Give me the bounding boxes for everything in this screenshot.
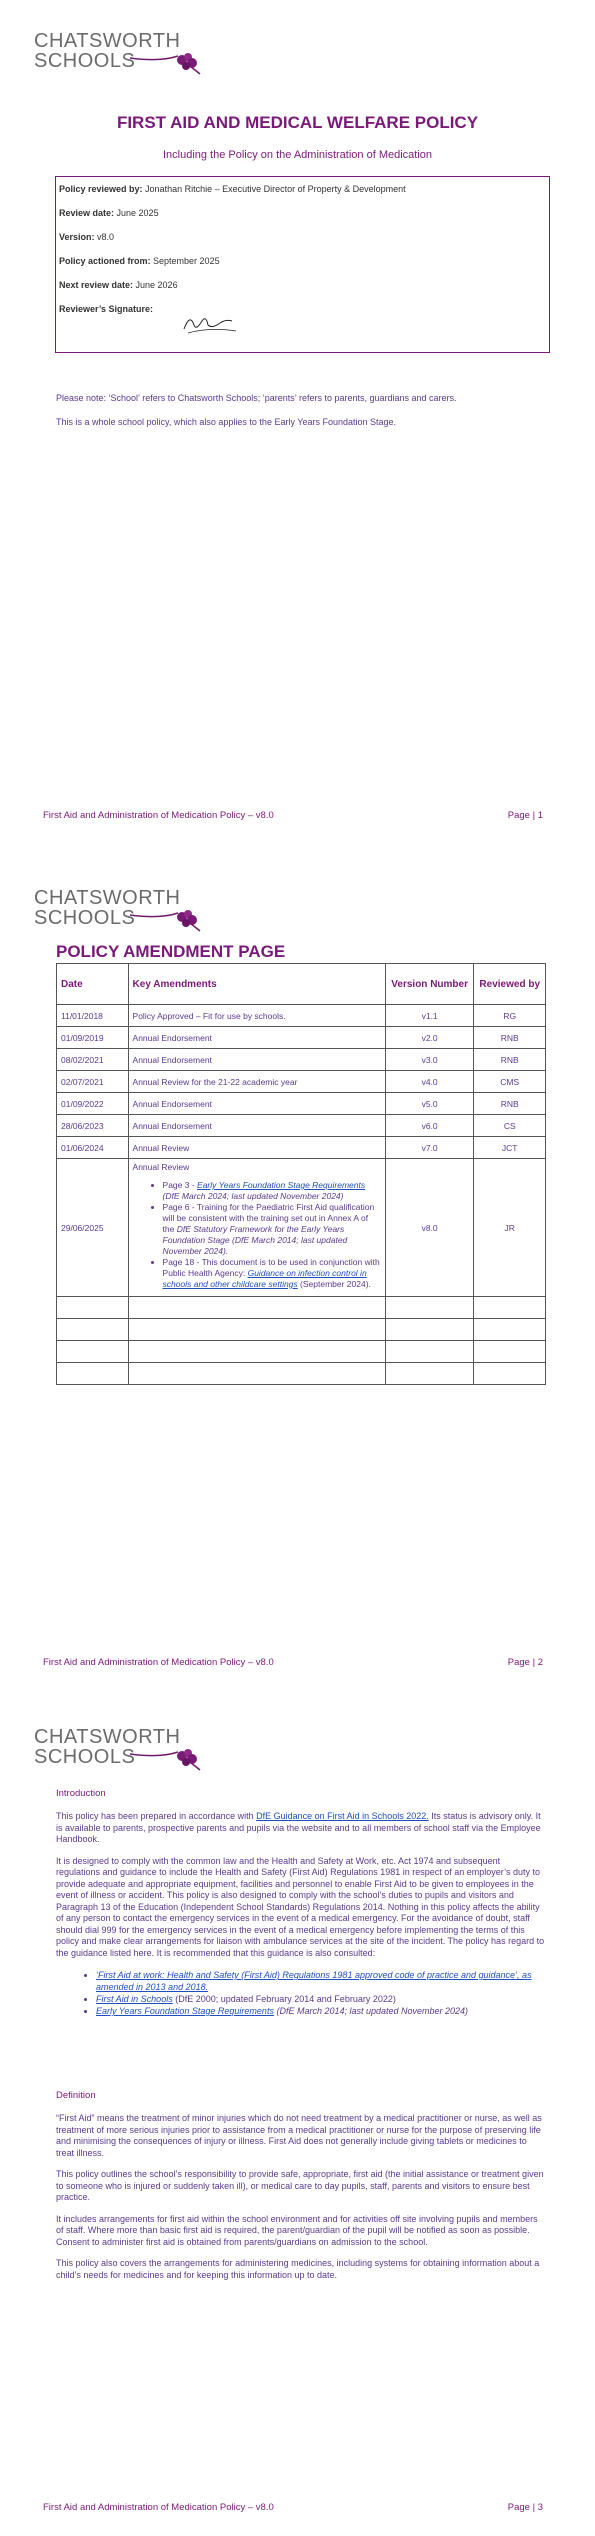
school-logo: [34, 31, 180, 71]
introduction-heading: Introduction: [56, 1788, 106, 1799]
actioned-from-label: Policy actioned from:: [59, 256, 151, 266]
flower-icon: [130, 1748, 210, 1774]
reviewed-by-label: Policy reviewed by:: [59, 184, 143, 194]
cell-amendment: [128, 1341, 385, 1363]
reference-text: (DfE March 2014; last updated November 2024): [273, 2006, 469, 2016]
page-3-footer: [43, 2502, 543, 2513]
list-item: [163, 1202, 381, 1257]
logo-text-chatsworth: CHATSWORTH: [34, 887, 181, 909]
cell-version: v3.0: [385, 1049, 474, 1071]
footer-document-title: First Aid and Administration of Medication Policy – v8.0: [43, 2502, 274, 2513]
review-bullet-list: [133, 1180, 381, 1290]
header-key-amendments: Key Amendments: [128, 964, 385, 1005]
cell-date: 28/06/2023: [57, 1115, 129, 1137]
cell-reviewer: CS: [474, 1115, 546, 1137]
next-review-label: Next review date:: [59, 280, 134, 290]
version-label: Version:: [59, 232, 95, 242]
actioned-from-value: September 2025: [150, 256, 220, 266]
cell-date: 08/02/2021: [57, 1049, 129, 1071]
footer-page-number: Page | 2: [507, 1657, 543, 1668]
bullet-text: Page 3 -: [162, 1180, 198, 1190]
cell-version: v6.0: [385, 1115, 474, 1137]
table-row: [57, 1115, 546, 1137]
actioned-from-row: [56, 255, 549, 279]
policy-subtitle: Including the Policy on the Administration of Medication: [162, 149, 433, 161]
dfe-guidance-link[interactable]: DfE Guidance on First Aid in Schools 2022.: [256, 1811, 429, 1821]
next-review-value: June 2026: [133, 280, 178, 290]
eyfs-requirements-link[interactable]: Early Years Foundation Stage Requirements: [197, 1180, 366, 1190]
cell-version: v5.0: [385, 1093, 474, 1115]
cell-version: [385, 1341, 474, 1363]
definition-heading: Definition: [56, 2090, 96, 2101]
footer-document-title: First Aid and Administration of Medication Policy – v8.0: [43, 810, 274, 821]
cell-amendment: Annual Endorsement: [128, 1027, 385, 1049]
cell-reviewer: JR: [474, 1159, 546, 1297]
footer-document-title: First Aid and Administration of Medication Policy – v8.0: [43, 1657, 274, 1668]
cell-reviewer: JCT: [474, 1137, 546, 1159]
definition-paragraph-3: It includes arrangements for first aid within the school environment and for activities off site involving pupils and members of staff. Where more than basic first aid is required, the parent/guardian of the pupil will be notified as soon as possible. Consent to administer first aid is obtained from parents/guardians on admission to the school.: [56, 2213, 538, 2247]
cell-amendment: Policy Approved – Fit for use by schools.: [128, 1005, 385, 1027]
definition-paragraph-4: This policy also covers the arrangements for administering medicines, including systems for obtaining information about a child’s needs for medicines and for keeping this information up to date.: [56, 2258, 540, 2280]
table-row: [57, 1093, 546, 1115]
cell-amendment: [128, 1159, 385, 1297]
bullet-text: (September 2024).: [297, 1279, 371, 1289]
school-logo: [34, 1727, 180, 1767]
cell-version: v7.0: [385, 1137, 474, 1159]
review-date-label: Review date:: [59, 208, 115, 218]
review-date-value: June 2025: [114, 208, 159, 218]
cell-amendment: Annual Endorsement: [128, 1093, 385, 1115]
policy-title: FIRST AID AND MEDICAL WELFARE POLICY: [116, 113, 479, 132]
version-row: [56, 231, 549, 255]
cell-amendment: Annual Endorsement: [128, 1049, 385, 1071]
cell-version: v2.0: [385, 1027, 474, 1049]
header-reviewed-by: Reviewed by: [474, 964, 546, 1005]
table-row: [57, 1319, 546, 1341]
flower-icon: [130, 909, 210, 935]
cell-amendment: Annual Endorsement: [128, 1115, 385, 1137]
cell-reviewer: [474, 1363, 546, 1385]
flower-icon: [130, 52, 210, 78]
intro-paragraph-2: It is designed to comply with the common law and the Health and Safety at Work, etc. Act 1974 and subsequent regulations and guidance to include the Health and Safety (First Aid) Regulations 1981 in respect of an employer’s duty to provide adequate and appropriate equipment, facilities and personnel to enable First Aid to be given to employees in the event of illness or accident. This policy is also designed to comply with the school’s duties to pupils and visitors and Paragraph 13 of the Education (Independent School Standards) Regulations 2014. Nothing in this policy affects the ability of any person to contact the emergency services in the event of a medical emergency. For the avoidance of doubt, staff should dial 999 for the emergency services in the event of a medical emergency before implementing the terms of this policy and make clear arrangements for liaison with ambulance services at the site of the incident. The policy has regard to the guidance listed here. It is recommended that this guidance is also consulted:: [56, 1855, 545, 1958]
note-school-definition: Please note: ‘School’ refers to Chatsworth Schools; ‘parents’ refers to parents, guardians and carers.: [56, 393, 457, 403]
cell-amendment: Annual Review: [128, 1137, 385, 1159]
list-item: [96, 2005, 546, 2017]
logo-text-schools: SCHOOLS: [34, 907, 136, 929]
cell-amendment: [128, 1319, 385, 1341]
guidance-reference-list: [56, 1969, 546, 2017]
cell-date: 29/06/2025: [57, 1159, 129, 1297]
amendment-table: [56, 963, 546, 1385]
cell-reviewer: RNB: [474, 1027, 546, 1049]
cell-amendment: Annual Review for the 21-22 academic year: [128, 1071, 385, 1093]
logo-text-schools: SCHOOLS: [34, 50, 136, 72]
cell-version: v8.0: [385, 1159, 474, 1297]
review-date-row: [56, 207, 549, 231]
intro-paragraph-1: [56, 1811, 546, 1846]
table-row: [57, 1341, 546, 1363]
eyfs-requirements-link[interactable]: Early Years Foundation Stage Requirements: [96, 2006, 274, 2016]
cell-reviewer: [474, 1341, 546, 1363]
cell-date: 01/09/2022: [57, 1093, 129, 1115]
cell-date: [57, 1341, 129, 1363]
first-aid-in-schools-link[interactable]: First Aid in Schools: [96, 1994, 173, 2004]
cell-reviewer: [474, 1297, 546, 1319]
footer-page-number: Page | 3: [507, 2502, 543, 2513]
cell-version: [385, 1319, 474, 1341]
note-whole-school: This is a whole school policy, which also applies to the Early Years Foundation Stage.: [56, 417, 397, 427]
introduction-body: [56, 1811, 546, 2017]
page-1-footer: [43, 810, 543, 821]
cell-date: 11/01/2018: [57, 1005, 129, 1027]
cell-reviewer: CMS: [474, 1071, 546, 1093]
bullet-text: Page 6 - Training for the Paediatric First Aid qualification will be consistent with the training set out in Annex A of the: [162, 1202, 375, 1234]
cell-reviewer: RNB: [474, 1093, 546, 1115]
list-item: [96, 1993, 546, 2005]
next-review-row: [56, 279, 549, 303]
table-row: [57, 1297, 546, 1319]
cell-date: [57, 1297, 129, 1319]
signature-label: Reviewer’s Signature:: [59, 304, 154, 314]
cell-date: [57, 1363, 129, 1385]
first-aid-at-work-link[interactable]: ‘First Aid at work: Health and Safety (First Aid) Regulations 1981 approved code of practice and guidance’, as amended in 2013 and 2018.: [96, 1970, 532, 1992]
logo-text-chatsworth: CHATSWORTH: [34, 30, 181, 52]
header-version-number: Version Number: [385, 964, 474, 1005]
cell-date: 01/06/2024: [57, 1137, 129, 1159]
cell-version: [385, 1297, 474, 1319]
cell-version: v1.1: [385, 1005, 474, 1027]
page-1: [0, 0, 595, 845]
table-row: [57, 1005, 546, 1027]
cell-reviewer: [474, 1319, 546, 1341]
list-item: [96, 1969, 546, 1993]
logo-text-schools: SCHOOLS: [34, 1746, 136, 1768]
cell-version: v4.0: [385, 1071, 474, 1093]
definition-paragraph-1: “First Aid” means the treatment of minor injuries which do not need treatment by a medical practitioner or nurse, as well as treatment of more serious injuries prior to assistance from a medical practitioner or nurse for the purpose of preserving life and minimising the consequences of injury or illness. First Aid does not generally include giving tablets or medicines to treat illness.: [56, 2113, 542, 2158]
annual-review-heading: Annual Review: [132, 1162, 190, 1172]
table-row: [57, 1137, 546, 1159]
bullet-text: (DfE March 2024; last updated November 2024): [162, 1191, 344, 1201]
cell-amendment: [128, 1363, 385, 1385]
cell-reviewer: RNB: [474, 1049, 546, 1071]
header-date: Date: [57, 964, 129, 1005]
bullet-text: Page 18 - This document is to be used in conjunction with Public Health Agency:: [162, 1257, 380, 1278]
school-logo: [34, 888, 180, 928]
logo-text-chatsworth: CHATSWORTH: [34, 1726, 181, 1748]
table-row: [57, 1071, 546, 1093]
amendment-page-title: POLICY AMENDMENT PAGE: [56, 942, 286, 961]
table-row: [57, 1049, 546, 1071]
page-2-footer: [43, 1657, 543, 1668]
infection-control-link[interactable]: Guidance on infection control in schools and other childcare settings: [162, 1268, 367, 1289]
signature-image: [180, 311, 240, 337]
cell-reviewer: RG: [474, 1005, 546, 1027]
definition-paragraph-2: This policy outlines the school’s responsibility to provide safe, appropriate, first aid (the initial assistance or treatment given to someone who is injured or suddenly taken ill), or medical care to day pupils, staff, parents and visitors to ensure best practice.: [56, 2169, 544, 2202]
table-row: [57, 1363, 546, 1385]
table-header-row: [57, 964, 546, 1005]
paragraph-text: This policy has been prepared in accordance with: [56, 1811, 257, 1821]
reviewed-by-row: [56, 183, 549, 207]
cell-amendment: [128, 1297, 385, 1319]
reviewed-by-value: Jonathan Ritchie – Executive Director of Property & Development: [142, 184, 406, 194]
cell-version: [385, 1363, 474, 1385]
list-item: [163, 1180, 381, 1202]
page-3: [0, 1690, 595, 2536]
cell-date: 01/09/2019: [57, 1027, 129, 1049]
signature-row: [56, 303, 549, 327]
cell-date: [57, 1319, 129, 1341]
paragraph-text: Its status is advisory only. It is available to parents, prospective parents and pupils via the website and to all members of school staff via the Employee Handbook.: [56, 1811, 541, 1844]
definition-body: [56, 2113, 546, 2291]
footer-page-number: Page | 1: [507, 810, 543, 821]
reference-text: (DfE 2000; updated February 2014 and February 2022): [172, 1994, 396, 2004]
policy-info-box: [55, 176, 550, 353]
bullet-text-italic: DfE Statutory Framework for the Early Years Foundation Stage (DfE March 2014; last updated November 2024).: [162, 1224, 348, 1256]
table-row: [57, 1027, 546, 1049]
version-value: v8.0: [94, 232, 115, 242]
cell-date: 02/07/2021: [57, 1071, 129, 1093]
page-2: [0, 845, 595, 1690]
list-item: [163, 1257, 381, 1290]
table-row: [57, 1159, 546, 1297]
